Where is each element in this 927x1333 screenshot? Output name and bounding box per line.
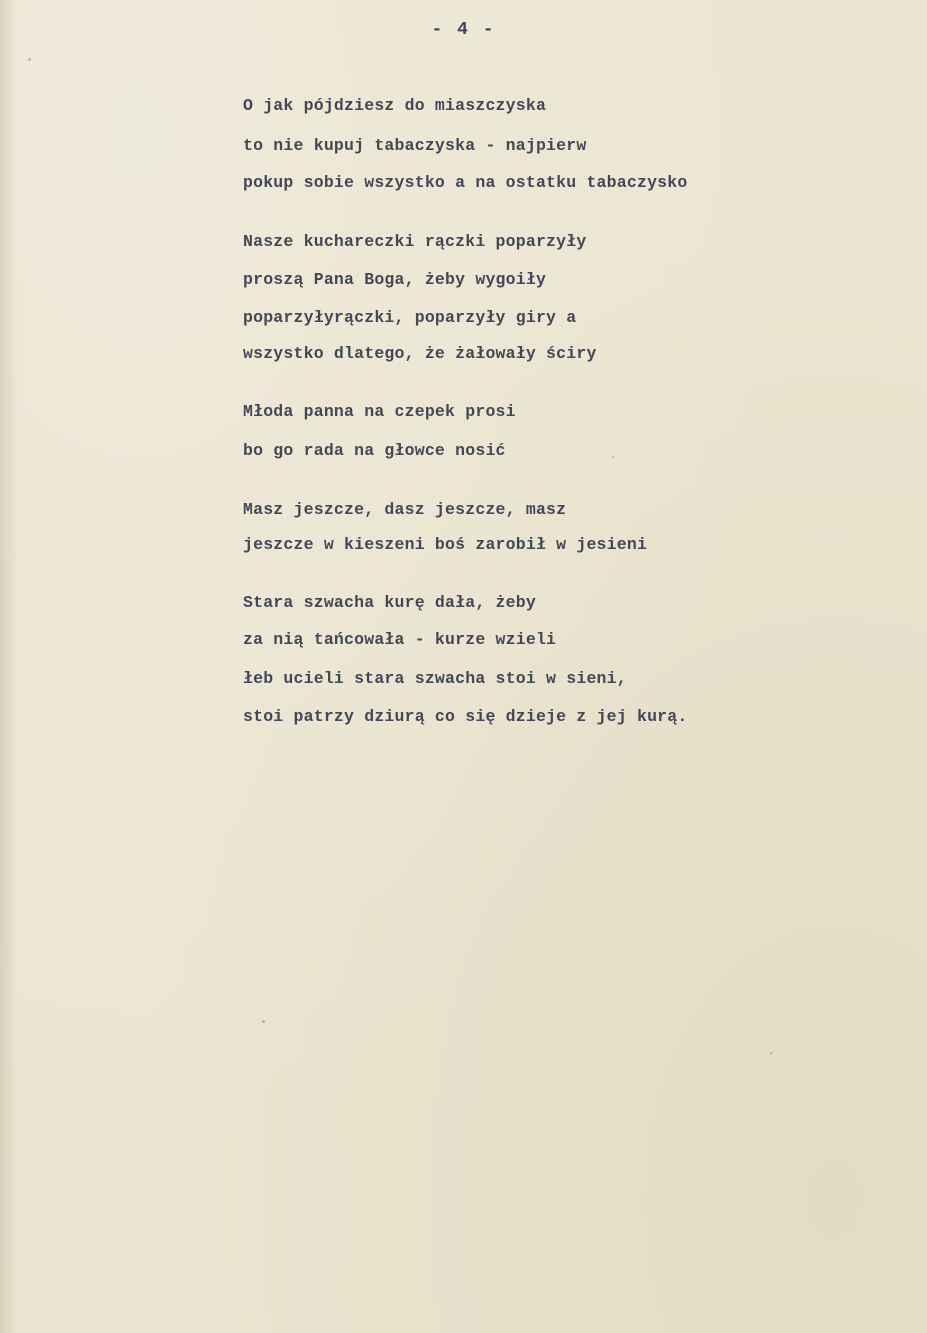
paper-speck (612, 456, 614, 458)
verse-5-line-4: stoi patrzy dziurą co się dzieje z jej kurą. (243, 707, 688, 726)
verse-1-line-1: O jak pójdziesz do miaszczyska (243, 96, 547, 115)
verse-1-line-3: pokup sobie wszystko a na ostatku tabaczysko (243, 173, 688, 192)
verse-3-line-1: Młoda panna na czepek prosi (243, 402, 516, 421)
paper-speck (28, 58, 31, 61)
verse-2-line-3: poparzyłyrączki, poparzyły giry a (243, 308, 577, 327)
verse-3-line-2: bo go rada na głowce nosić (243, 441, 506, 460)
verse-2-line-4: wszystko dlatego, że żałowały ściry (243, 344, 597, 363)
verse-4-line-1: Masz jeszcze, dasz jeszcze, masz (243, 500, 567, 519)
verse-2-line-1: Nasze kuchareczki rączki poparzyły (243, 232, 587, 251)
page-number: - 4 - (431, 20, 496, 40)
verse-2-line-2: proszą Pana Boga, żeby wygoiły (243, 270, 547, 289)
verse-5-line-3: łeb ucieli stara szwacha stoi w sieni, (243, 669, 627, 688)
page-edge-shadow (0, 0, 18, 1333)
verse-5-line-1: Stara szwacha kurę dała, żeby (243, 593, 536, 612)
verse-4-line-2: jeszcze w kieszeni boś zarobił w jesieni (243, 535, 648, 554)
verse-1-line-2: to nie kupuj tabaczyska - najpierw (243, 136, 587, 155)
paper-speck (770, 1052, 772, 1055)
verse-5-line-2: za nią tańcowała - kurze wzieli (243, 630, 557, 649)
paper-speck (262, 1020, 265, 1023)
